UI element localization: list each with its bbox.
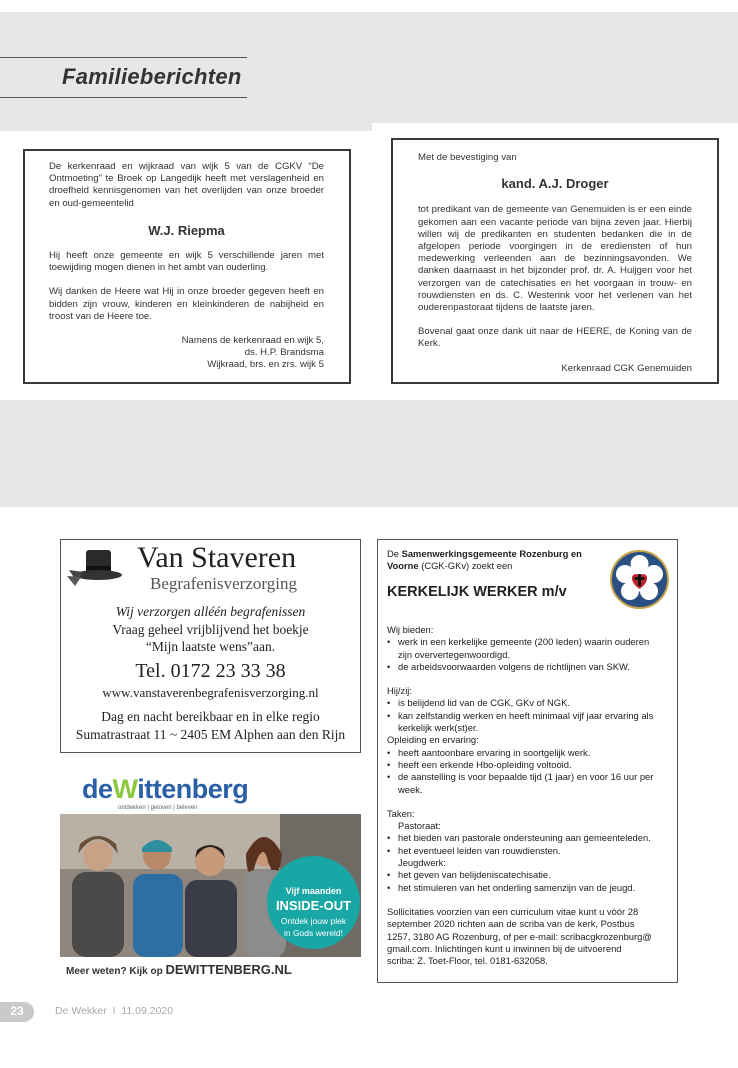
ad-phone: Tel. 0172 23 33 38	[135, 660, 286, 682]
badge-text: Ontdek jouw plek	[280, 916, 347, 926]
bullet-item: • kan zelfstandig werken en heeft minimaal vijf jaar ervaring als	[387, 710, 672, 722]
notice-signature: Wijkraad, brs. en zrs. wijk 5	[207, 359, 324, 371]
wittenberg-tagline: ontdekken | geloven | beleven	[118, 805, 198, 811]
bullet-item-continued: kerkelijk werk(st)er.	[398, 722, 479, 734]
ad-website: www.vanstaverenbegrafenisverzorging.nl	[102, 685, 319, 700]
bullet-item: • het eventueel leiden van rouwdiensten.	[387, 845, 672, 857]
funeral-company-name: Van Staveren	[137, 541, 297, 574]
notice-paragraph: tot predikant van de gemeente van Genemuiden is er een einde gekomen aan een vacante periode van bijna zeven jaar. Hierbij willen wij de predikanten en studenten bedanken die in de afgelopen periode voorgingen in de erediensten of hun medewerking verleenden aan de bezinningsavonden. We danken daarnaast in het bijzonder prof. dr. A. Huijgen voor het verzorgen van de catechisaties en het voorgaan in trouw- en rouwdiensten en ds. C. Westerink voor het verlenen van het ouderenpastoraat tijdens de laatste jaren.	[418, 204, 692, 314]
badge-title: INSIDE-OUT	[275, 898, 352, 913]
badge-text: Vijf maanden	[285, 886, 342, 896]
top-hat-icon	[65, 546, 123, 590]
section-heading: Wij bieden:	[387, 624, 434, 635]
notice-droger	[391, 138, 719, 384]
bullet-item: • is belijdend lid van de CGK, GKv of NGK.	[387, 697, 672, 709]
ad-vacancy	[377, 539, 678, 983]
vacancy-title: KERKELIJK WERKER m/v	[387, 584, 567, 600]
ad-text: “Mijn laatste wens”aan.	[145, 639, 276, 654]
section-heading: Taken:	[387, 807, 415, 819]
ad-tagline: Wij verzorgen alléén begrafenissen	[115, 604, 306, 619]
funeral-company-subtitle: Begrafenisverzorging	[150, 574, 297, 593]
bullet-item: • de arbeidsvoorwaarden volgens de richtlijnen van SKW.	[387, 661, 672, 673]
ad-de-wittenberg	[60, 770, 361, 985]
bullet-item: • het geven van belijdeniscatechisatie.	[387, 869, 672, 881]
ad-text: Vraag geheel vrijblijvend het boekje	[112, 622, 309, 637]
bullet-item-continued: zijn oververtegenwoordigd.	[398, 648, 511, 660]
notice-signature: Namens de kerkenraad en wijk 5,	[181, 335, 324, 347]
notice-name: kand. A.J. Droger	[501, 176, 609, 192]
section-heading: Opleiding en ervaring:	[387, 734, 479, 746]
bullet-item: • heeft een erkende Hbo-opleiding voltooid.	[387, 759, 672, 771]
notice-riepma	[23, 149, 351, 384]
ad-address: Sumatrastraat 11 ~ 2405 EM Alphen aan den Rijn	[75, 727, 346, 742]
notice-intro: Met de bevestiging van	[418, 152, 517, 163]
notice-signature: ds. H.P. Brandsma	[244, 347, 324, 359]
bullet-item-continued: week.	[398, 783, 423, 795]
section-title: Familieberichten	[62, 64, 242, 89]
section-heading: Hij/zij:	[387, 685, 412, 697]
application-text: september 2020 richten aan de scriba van de kerk, Postbus	[387, 918, 635, 930]
application-text: 1257, 3180 AG Rozenburg, of per e-mail: scribacgkrozenburg@	[387, 930, 652, 942]
ad-text: Dag en nacht bereikbaar en in elke regio	[101, 709, 320, 724]
bullet-item: • werk in een kerkelijke gemeente (200 leden) waarin ouderen	[387, 636, 672, 648]
vacancy-intro: De Samenwerkingsgemeente Rozenburg en Voorne (CGK-GKv) zoekt een	[387, 548, 582, 572]
luther-rose-icon	[610, 550, 669, 609]
notice-paragraph: Hij heeft onze gemeente en wijk 5 verschillende jaren met toewijding mogen dienen in het ambt van ouderling.	[49, 250, 324, 274]
footer-text: De Wekker I 11.09.2020	[55, 1005, 174, 1017]
subsection-heading: Pastoraat:	[398, 820, 441, 832]
ad-van-staveren	[60, 539, 361, 753]
notice-paragraph: Bovenal gaat onze dank uit naar de HEERE, de Koning van de Kerk.	[418, 326, 692, 350]
wittenberg-website: DEWITTENBERG.NL	[165, 962, 292, 977]
bullet-item: • het stimuleren van het onderling samenzijn van de jeugd.	[387, 882, 672, 894]
vacancy-body	[387, 624, 672, 967]
notice-name: W.J. Riepma	[148, 222, 225, 238]
page-number: 23	[10, 1004, 24, 1018]
bullet-item: • het bieden van pastorale ondersteuning aan gemeenteleden.	[387, 832, 672, 844]
application-text: gmail.com. Inlichtingen kunt u inwinnen bij de uitvoerend	[387, 942, 622, 954]
badge-text: in Gods wereld!	[283, 928, 344, 938]
application-text: Sollicitaties voorzien van een curriculum vitae kunt u vóór 28	[387, 905, 639, 917]
notice-intro: De kerkenraad en wijkraad van wijk 5 van de CGKV “De Ontmoeting” te Broek op Langedijk heeft met verslagenheid en droefheid kennisgenomen van het overlijden van onze broeder en oud-gemeentelid	[49, 161, 324, 209]
application-text: scriba: Z. Toet-Floor, tel. 0181-632058.	[387, 955, 548, 967]
bullet-item: • de aanstelling is voor bepaalde tijd (1 jaar) en voor 16 uur per	[387, 771, 672, 783]
wittenberg-footer: Meer weten? Kijk op DEWITTENBERG.NL	[66, 962, 292, 977]
bullet-item: • heeft aantoonbare ervaring in soortgelijk werk.	[387, 747, 672, 759]
title-rule-top	[0, 57, 247, 58]
wittenberg-logo: deWittenberg	[82, 774, 249, 804]
subsection-heading: Jeugdwerk:	[398, 857, 446, 869]
title-rule-bottom	[0, 97, 247, 98]
notice-paragraph: Wij danken de Heere wat Hij in onze broeder gegeven heeft en bidden zijn vrouw, kinderen en kleinkinderen de nabijheid en troost van de Heere toe.	[49, 286, 324, 322]
notice-signature: Kerkenraad CGK Genemuiden	[561, 362, 692, 374]
